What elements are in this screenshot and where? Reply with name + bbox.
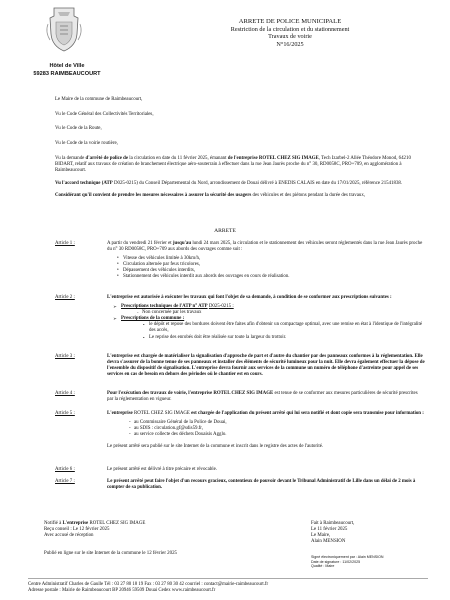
online-publication-note: Publié en ligne sur le site Internet de la commune le 12 février 2025 [44,551,177,556]
list-item: • Le reprise des enrobés doit être réalisée sur toute la largeur du trottoir. [143,335,425,341]
list-item: - au service collecte des déchets Douaisis Agglo. [129,432,425,438]
list-item: ➢ Prescriptions techniques de l'ATP n° ATP D025-0215 : - Non concernée par les travaux [113,304,425,316]
article-3-text: L'entreprise est chargée de matérialiser la signalisation d'approche de part et d'autre du chantier par des panneaux conformes à la réglementation. Elle devra s'assurer de la bonne tenue de ses panneaux et installer des éléments de sécurité lumineux pour la nuit. Elle devra également effectuer la dépose de l'ensemble du dispositif de signalisation. L'entreprise devra fournir aux services de la commune un numéro de téléphone d'astreinte pour appel de ses services en cas de besoin en dehors des périodes où le chantier est en cours. [107,354,425,378]
visa-demande: Vu la demande d'arrêté de police de la circulation en date du 11 février 2025, émanant de l'entreprise ROTEL CHEZ SIG IMAGE, Tech Izarbel-2 Allée Théodore Monod, 64210 BIDART, relatif aux travaux de création de branchement électrique aéro-souterrain à effectuer dans la rue Jean Jaurès proche du n° 30, RD0058C, PRO+709, en agglomération à Raimbeaucourt. [55,155,411,173]
preamble [55,97,420,206]
article-2-label: Article 2 : [55,295,75,300]
list-item: • Stationnement des véhicules interdit aux abords des ouvrages en cours de réalisation. [117,274,425,280]
visa-code-route: Vu le Code de la Route, [55,126,102,132]
esign-quality: Qualité : Maire [311,564,335,568]
article-6-label: Article 6 : [55,467,75,472]
contact-line-2: Adresse postale : Mairie de Raimbeaucourt BP 20946 59509 Douai Cedex www.raimbeaucourt.fr [28,588,216,594]
list-item: • Vitesse des véhicules limitée à 30km/h, [117,256,425,262]
signer-name: Alain MENSION [311,539,346,545]
organization-name: Hôtel de Ville [49,63,85,69]
article-2-intro: L'entreprise est autorisée à exécuter les travaux qui font l'objet de sa demande, à condition de se conformer aux prescriptions suivantes : [107,295,392,300]
list-item: - au Commissaire Général de la Police de Douai, [129,420,425,426]
contact-footer [28,582,438,594]
visa-code-voirie: Vu le Code de la voirie routière, [55,141,118,147]
contact-line-1: Centre Administratif Charles de Gaulle Tél : 03 27 80 18 19 Fax : 03 27 80 30 42 courriel : contact@mairie-raimbeaucourt.fr [28,582,269,587]
list-item: - au SDIS : circulation.gf@sdis59.fr, [129,426,425,432]
article-5-publication: Le présent arrêté sera publié sur le site Internet de la commune et inscrit dans le registre des actes de l'autorité. [107,444,324,450]
electronic-signature-stamp [311,555,441,569]
city-coat-of-arms-logo [44,4,84,54]
footer-divider [28,578,428,579]
article-1-intro: A partir du vendredi 21 février et jusqu'au lundi 24 mars 2025, la circulation et le stationnement des véhicules seront réglementés dans la rue Jean Jaurès proche du n° 30 RD0058C, PRO+709 aux abords des ouvrages comme suit : [107,241,423,253]
visa-accord-technique: Vu l'accord technique (ATP D025-0215) du Conseil Départemental du Nord, arrondissement de Douai délivré à ENEDIS CALAIS en date du 17/01/2025, référence 21541838. [55,180,403,186]
esign-date: Date de signature : 11/02/2025 [311,559,361,564]
decree-subtitle: Restriction de la circulation et du stationnement [230,25,350,33]
list-item: • Dépassement des véhicules interdits, [117,268,425,274]
organization-city: 59283 RAIMBEAUCOURT [33,71,101,77]
notification-block [44,521,234,539]
arrete-heading: ARRETE [214,228,236,234]
list-item: • le dépôt et repose des bordures doivent être faites afin d'obtenir un compactage optimal, avec une remise en état à l'identique de l'intégralité des accès, [143,322,425,334]
article-6-text: Le présent arrêté est délivré à titre précaire et révocable. [107,467,217,472]
signature-block [311,521,431,545]
notified-line: Notifié à L'entreprise ROTEL CHEZ SIG IMAGE [44,521,146,526]
acknowledgement-line: Avec accusé de réception [44,532,94,538]
decree-number: N°16/2025 [276,40,304,48]
article-7 [55,479,425,494]
decree-header [195,18,385,48]
article-5-label: Article 5 : [55,411,75,416]
organization-block [32,62,102,78]
article-4 [55,391,425,406]
article-1-label: Article 1 : [55,241,75,246]
signature-role: Le Maire, [311,533,331,539]
article-6 [55,467,425,476]
article-7-text: Le présent arrêté peut faire l'objet d'un recours gracieux, contentieux de pouvoir devant le Tribunal Administratif de Lille dans un délai de 2 mois à compter de sa publication. [107,479,416,491]
article-2 [55,295,425,341]
visa-cgct: Vu le Code Général des Collectivités Territoriales, [55,111,154,117]
article-1 [55,241,425,281]
article-5-recipients [107,420,425,438]
signature-date: Le 11 février 2025 [311,527,348,533]
signature-place: Fait à Raimbeaucourt, [311,521,355,526]
article-4-text: Pour l'exécution des travaux de voirie, l'entreprise ROTEL CHEZ SIG IMAGE est tenue de se conformer aux mesures particulières de sécurité prescrites par la réglementation en vigueur. [107,391,418,403]
decree-subject: Travaux de voirie [268,33,312,41]
list-item: - Non concernée par les travaux [137,310,425,316]
article-1-rules [107,256,425,280]
list-item: ➢ Prescriptions de la commune : • le dépôt et repose des bordures doivent être faites afin d'obtenir un compactage optimal, avec une remise en état à l'identique de l'intégralité des accès, • Le reprise des enrobés doit être réalisée sur toute la largeur du trottoir. [113,316,425,340]
decree-title: ARRETE DE POLICE MUNICIPALE [238,18,342,25]
article-5 [55,411,425,453]
article-3-label: Article 3 : [55,354,75,359]
list-item: • Circulation alternée par feux tricolores, [117,262,425,268]
esign-signed-by: Signé électroniquement par : Alain MENSION [311,555,384,559]
article-5-intro: L'entreprise ROTEL CHEZ SIG IMAGE est chargée de l'application du présent arrêté qui lui sera notifié et dont copie sera transmise pour information : [107,411,424,416]
article-4-label: Article 4 : [55,391,75,396]
considerant: Considérant qu'il convient de prendre les mesures nécessaires à assurer la sécurité des usagers des véhicules et des piétons pendant la durée des travaux, [55,193,365,199]
article-7-label: Article 7 : [55,479,75,484]
mayor-line: Le Maire de la commune de Raimbeaucourt, [55,97,143,102]
received-line: Reçu conseil : Le 12 février 2025 [44,526,110,532]
article-2-prescriptions [107,304,425,341]
article-3 [55,354,425,381]
